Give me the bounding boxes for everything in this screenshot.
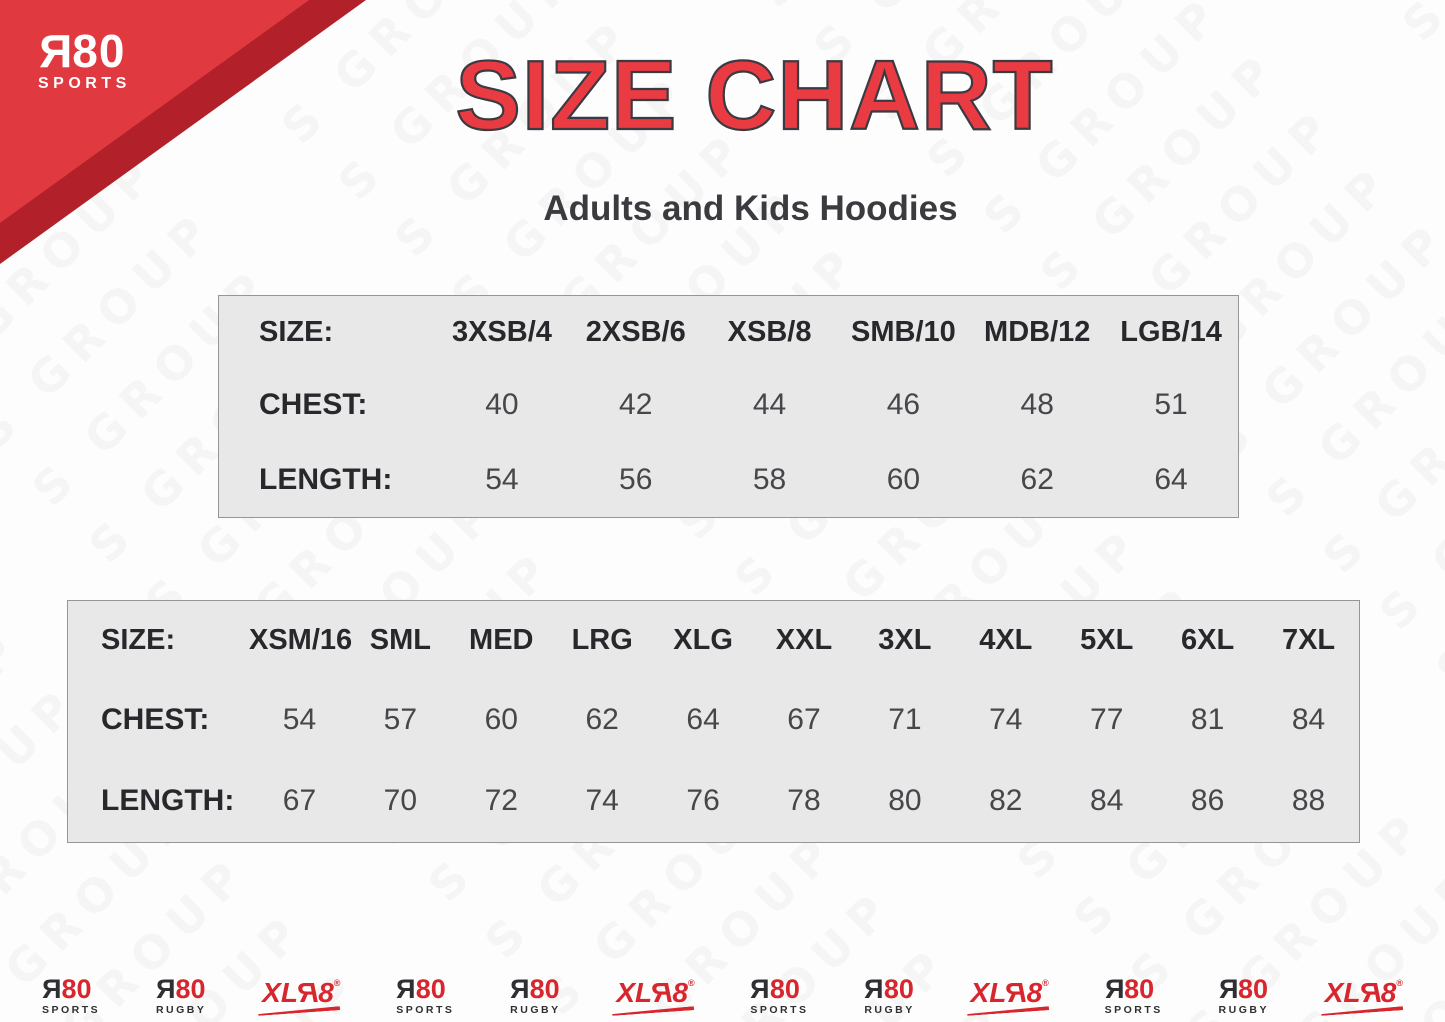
r80-sports-logo — [42, 976, 100, 1016]
table-cell: 56 — [619, 462, 653, 496]
r80-rugby-logo — [510, 976, 560, 1016]
r80-logo-text — [396, 976, 454, 1003]
table-cell: XLG — [673, 623, 733, 656]
r80-logo-text — [750, 976, 808, 1003]
table-cell: 48 — [1020, 388, 1054, 422]
kids-size-table — [218, 295, 1239, 518]
reversed-r-glyph: R — [510, 974, 530, 1004]
xlr8-logo — [262, 979, 340, 1013]
reversed-r-glyph: R — [297, 977, 319, 1008]
r80-logo-subtext: SPORTS — [1104, 1004, 1163, 1016]
table-cell: 40 — [485, 388, 519, 422]
table-cell: 54 — [485, 462, 519, 496]
table-cell: 71 — [888, 703, 922, 737]
table-cell: SMB/10 — [851, 315, 956, 348]
row-label: SIZE: — [101, 623, 176, 656]
table-cell: 46 — [886, 388, 921, 422]
reversed-r-glyph: R — [652, 977, 673, 1008]
reversed-r-glyph: R — [750, 974, 770, 1004]
reversed-r-glyph: R — [1006, 977, 1027, 1008]
registered-mark: ® — [687, 978, 695, 988]
r80-logo-number: 80 — [415, 974, 446, 1004]
reversed-r-glyph: R — [38, 25, 73, 77]
table-cell: 42 — [619, 388, 653, 422]
table-cell: 76 — [686, 784, 720, 818]
r80-logo-number: 80 — [1124, 974, 1155, 1004]
size-header-row — [68, 601, 1359, 680]
row-label: SIZE: — [259, 315, 334, 348]
r80-logo-subtext: RUGBY — [155, 1004, 207, 1016]
xlr8-logo — [971, 979, 1049, 1013]
r80-rugby-logo — [1219, 976, 1269, 1016]
r80-sports-logo — [1105, 976, 1163, 1016]
table-cell: 2XSB/6 — [585, 315, 686, 348]
table-cell: XSB/8 — [727, 315, 812, 348]
table-cell: 6XL — [1181, 623, 1235, 656]
table-cell: LRG — [571, 623, 633, 656]
table-cell: 88 — [1291, 784, 1326, 818]
r80-logo-subtext: RUGBY — [1218, 1004, 1269, 1016]
table-cell: SML — [369, 623, 431, 656]
registered-mark: ® — [1042, 978, 1049, 988]
registered-mark: ® — [1396, 978, 1403, 988]
table-cell: 60 — [484, 703, 518, 737]
r80-logo-number: 80 — [769, 974, 800, 1004]
table-cell: MDB/12 — [984, 315, 1091, 348]
chest-row — [219, 368, 1238, 442]
table-cell: 86 — [1190, 784, 1225, 818]
r80-logo-text — [42, 976, 100, 1003]
footer-logos — [0, 976, 1445, 1016]
table-cell: 78 — [787, 784, 821, 818]
table-cell: 62 — [585, 703, 619, 737]
table-cell: 64 — [1154, 462, 1188, 496]
table-cell: 4XL — [979, 623, 1033, 656]
row-label: LENGTH: — [101, 784, 235, 818]
r80-rugby-logo — [864, 976, 914, 1016]
page-subtitle: Adults and Kids Hoodies — [543, 189, 958, 228]
r80-logo-text — [864, 976, 914, 1003]
table-cell: 82 — [989, 784, 1023, 818]
table-cell: 44 — [752, 388, 787, 422]
r80-logo-number: 80 — [72, 25, 126, 77]
registered-mark: ® — [333, 978, 341, 988]
r80-logo-subtext: RUGBY — [864, 1004, 915, 1016]
r80-logo-number: 80 — [1238, 974, 1269, 1004]
xlr8-logo-text: XLR8® — [1324, 977, 1403, 1008]
table-cell: 80 — [888, 784, 922, 818]
r80-logo-subtext: SPORTS — [396, 1004, 455, 1016]
r80-logo-text — [38, 25, 131, 77]
r80-logo-text — [510, 976, 560, 1003]
table-cell: 67 — [282, 784, 317, 818]
table-cell: 5XL — [1080, 623, 1134, 656]
r80-sports-logo — [396, 976, 454, 1016]
r80-logo-text — [1219, 976, 1269, 1003]
table-cell: 3XSB/4 — [451, 315, 552, 348]
table-cell: 84 — [1090, 784, 1124, 818]
adults-size-table — [67, 600, 1360, 843]
length-row — [219, 443, 1238, 517]
table-cell: 54 — [282, 703, 317, 737]
length-row — [68, 761, 1359, 842]
page-title: SIZE CHART — [455, 40, 1054, 150]
table-cell: XXL — [775, 623, 833, 656]
xlr8-logo — [1325, 979, 1403, 1013]
r80-logo-number: 80 — [61, 974, 92, 1004]
chest-row — [68, 680, 1359, 761]
table-cell: 67 — [787, 703, 821, 737]
r80-logo-subtext: SPORTS — [38, 75, 131, 92]
table-cell: MED — [469, 623, 534, 656]
table-cell: 64 — [686, 703, 720, 737]
r80-logo-subtext: SPORTS — [750, 1004, 809, 1016]
reversed-r-glyph: R — [396, 974, 416, 1004]
r80-rugby-logo — [156, 976, 206, 1016]
xlr8-logo-text: XLR8® — [616, 977, 695, 1008]
size-header-row — [219, 296, 1238, 368]
r80-logo-number: 80 — [175, 974, 206, 1004]
table-cell: 58 — [752, 462, 787, 496]
table-cell: 84 — [1291, 703, 1326, 737]
r80-logo-text — [1105, 976, 1163, 1003]
xlr8-logo-text: XLR8® — [262, 977, 341, 1008]
reversed-r-glyph: R — [1218, 974, 1239, 1004]
table-cell: 3XL — [878, 623, 932, 656]
table-cell: 62 — [1020, 462, 1054, 496]
row-label: LENGTH: — [259, 462, 393, 496]
table-cell: LGB/14 — [1120, 315, 1222, 348]
row-label: CHEST: — [101, 703, 210, 737]
reversed-r-glyph: R — [1104, 974, 1125, 1004]
table-cell: 70 — [383, 784, 418, 818]
xlr8-logo — [616, 979, 694, 1013]
r80-logo-text — [156, 976, 206, 1003]
table-cell: 7XL — [1281, 623, 1336, 656]
table-cell: 51 — [1154, 388, 1188, 422]
table-cell: 60 — [886, 462, 921, 496]
reversed-r-glyph: R — [42, 974, 62, 1004]
r80-logo-number: 80 — [883, 974, 914, 1004]
r80-sports-logo — [750, 976, 808, 1016]
xlr8-logo-text: XLR8® — [970, 977, 1049, 1008]
r80-logo-subtext: RUGBY — [510, 1004, 561, 1016]
table-cell: 74 — [585, 784, 619, 818]
row-label: CHEST: — [259, 388, 368, 422]
reversed-r-glyph: R — [864, 974, 884, 1004]
r80-sports-corner-logo — [38, 25, 131, 93]
table-cell: 57 — [383, 703, 418, 737]
reversed-r-glyph: R — [1360, 977, 1381, 1008]
table-cell: XSM/16 — [249, 623, 353, 656]
table-cell: 77 — [1090, 703, 1124, 737]
table-cell: 81 — [1190, 703, 1225, 737]
reversed-r-glyph: R — [155, 974, 176, 1004]
table-cell: 72 — [484, 784, 518, 818]
r80-logo-subtext: SPORTS — [42, 1004, 101, 1016]
r80-logo-number: 80 — [529, 974, 560, 1004]
table-cell: 74 — [989, 703, 1023, 737]
